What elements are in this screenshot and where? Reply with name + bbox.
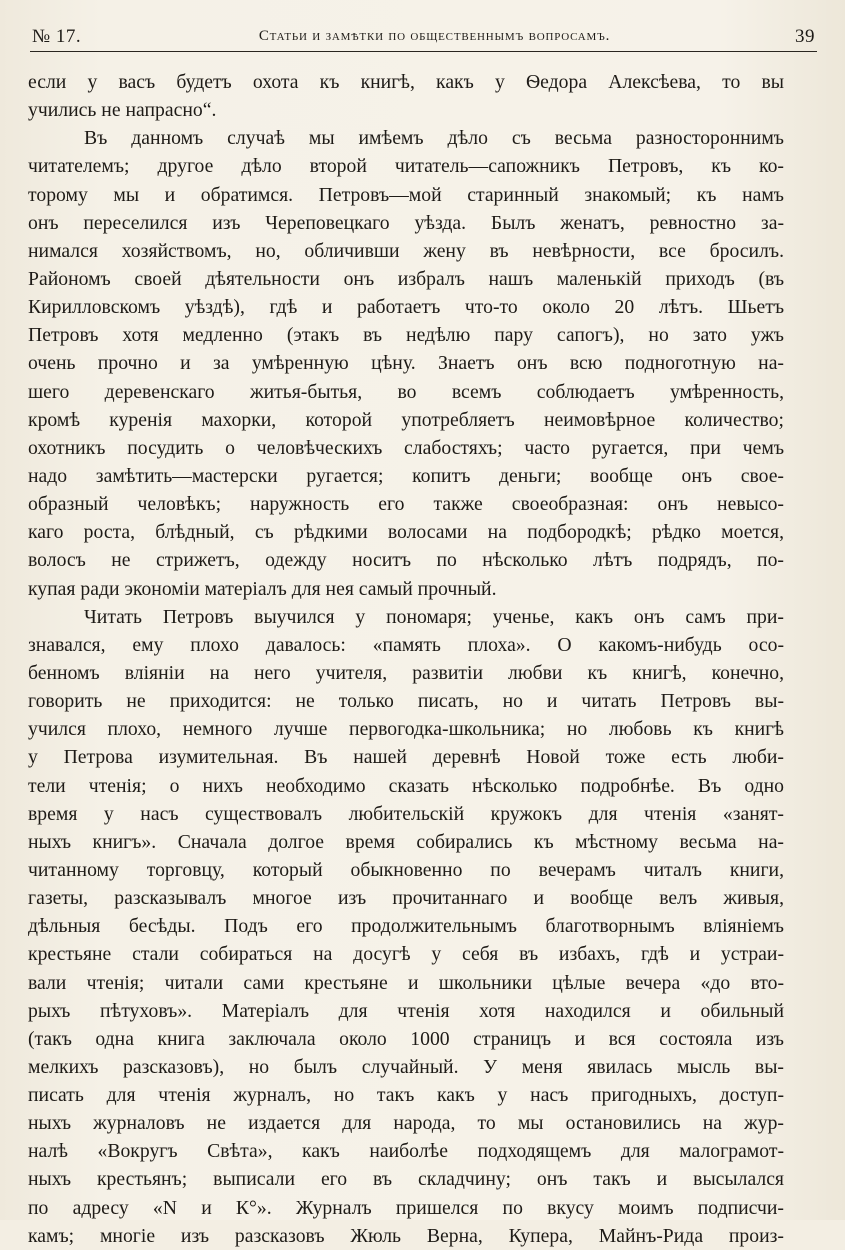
text-line: онъ переселился изъ Череповецкаго уѣзда. Былъ женатъ, ревностно за-	[28, 211, 784, 234]
text-line: писать для чтенія журналъ, но такъ какъ у насъ пригодныхъ, доступ-	[28, 1084, 784, 1107]
text-line: у Петрова изумительная. Въ нашей деревнѣ Новой тоже есть люби-	[28, 746, 784, 769]
text-line: надо замѣтить—мастерски ругается; копитъ деньги; вообще онъ свое-	[28, 464, 784, 487]
text-line: купая ради экономіи матеріалъ для нея самый прочный.	[28, 577, 497, 600]
text-line: бенномъ вліяніи на него учителя, развитіи любви къ книгѣ, конечно,	[28, 661, 784, 684]
text-line: образный человѣкъ; наружность его также своеобразная: онъ невысо-	[28, 493, 784, 516]
text-line: если у васъ будетъ охота къ книгѣ, какъ у Ѳедора Алексѣева, то вы	[28, 71, 784, 93]
issue-number: № 17.	[32, 26, 82, 47]
text-line: нимался хозяйствомъ, но, обличивши жену въ невѣрности, все бросилъ.	[28, 239, 784, 262]
header-rule	[30, 51, 817, 52]
text-line: налѣ «Вокругъ Свѣта», какъ наиболѣе подходящемъ для малограмот-	[28, 1140, 784, 1163]
text-line: (такъ одна книга заключала около 1000 страницъ и вся состояла изъ	[28, 1027, 784, 1050]
running-head	[32, 26, 815, 54]
text-line: шего деревенскаго житья-бытья, во всемъ соблюдаетъ умѣренность,	[28, 380, 784, 403]
text-line: Кирилловскомъ уѣздѣ), гдѣ и работаетъ что-то около 20 лѣтъ. Шьетъ	[28, 296, 784, 319]
text-line: ныхъ крестьянъ; выписали его въ складчину; онъ такъ и высылался	[28, 1168, 784, 1191]
text-line: очень прочно и за умѣренную цѣну. Знаетъ онъ всю подноготную на-	[28, 352, 784, 375]
text-line: торому мы и обратимся. Петровъ—мой старинный знакомый; къ намъ	[28, 183, 784, 206]
text-line: рыхъ пѣтуховъ». Матеріалъ для чтенія хотя находился и обильный	[28, 999, 784, 1022]
text-line: Въ данномъ случаѣ мы имѣемъ дѣло съ весьма разностороннимъ	[84, 127, 784, 150]
text-line: ныхъ журналовъ не издается для народа, то мы остановились на жур-	[28, 1112, 784, 1135]
text-line: ныхъ книгъ». Сначала долгое время собирались къ мѣстному весьма на-	[28, 830, 784, 853]
text-line: учились не напрасно“.	[28, 99, 217, 122]
text-line: Читать Петровъ выучился у пономаря; ученье, какъ онъ самъ при-	[84, 605, 784, 628]
text-line: тели чтенія; о нихъ необходимо сказать нѣсколько подробнѣе. Въ одно	[28, 774, 784, 797]
text-line: читанному торговцу, который обыкновенно по вечерамъ читалъ книги,	[28, 858, 784, 881]
text-line: охотникъ посудить о человѣческихъ слабостяхъ; часто ругается, при чемъ	[28, 436, 784, 459]
text-line: знавался, ему плохо давалось: «память плоха». О какомъ-нибудь осо-	[28, 633, 784, 656]
text-line: камъ; многіе изъ разсказовъ Жюль Верна, Купера, Майнъ-Рида произ-	[28, 1224, 784, 1247]
text-line: по адресу «N и К°». Журналъ пришелся по вкусу моимъ подписчи-	[28, 1196, 784, 1219]
text-line: газеты, разсказывалъ многое изъ прочитаннаго и вообще велъ живыя,	[28, 887, 784, 910]
body-text	[28, 68, 784, 1250]
text-line: Райономъ своей дѣятельности онъ избралъ нашъ маленькій приходъ (въ	[28, 267, 784, 290]
text-line: каго роста, блѣдный, съ рѣдкими волосами на подбородкѣ; рѣдко моется,	[28, 521, 784, 544]
text-line: читателемъ; другое дѣло второй читатель—сапожникъ Петровъ, къ ко-	[28, 155, 784, 178]
text-line: учился плохо, немного лучше первогодка-школьника; но любовь къ книгѣ	[28, 718, 784, 741]
text-line: крестьяне стали собираться на досугѣ у себя въ избахъ, гдѣ и устраи-	[28, 943, 784, 966]
text-line: кромѣ куренія махорки, которой употребляетъ неимовѣрное количество;	[28, 408, 784, 431]
page-number: 39	[795, 26, 815, 47]
text-line: волосъ не стрижетъ, одежду носитъ по нѣсколько лѣтъ подрядъ, по-	[28, 549, 784, 572]
text-line: говорить не приходится: не только писать, но и читать Петровъ вы-	[28, 690, 784, 713]
text-line: дѣльныя бесѣды. Подъ его продолжительнымъ благотворнымъ вліяніемъ	[28, 915, 784, 938]
text-line: мелкихъ разсказовъ), но былъ случайный. У меня явилась мысль вы-	[28, 1055, 784, 1078]
text-line: время у насъ существовалъ любительскій кружокъ для чтенія «занят-	[28, 802, 784, 825]
section-title: Статьи и замѣтки по общественнымъ вопросамъ.	[258, 28, 611, 44]
text-line: вали чтенія; читали сами крестьяне и школьники цѣлые вечера «до вто-	[28, 971, 784, 994]
text-line: Петровъ хотя медленно (этакъ въ недѣлю пару сапогъ), но зато ужъ	[28, 324, 784, 347]
